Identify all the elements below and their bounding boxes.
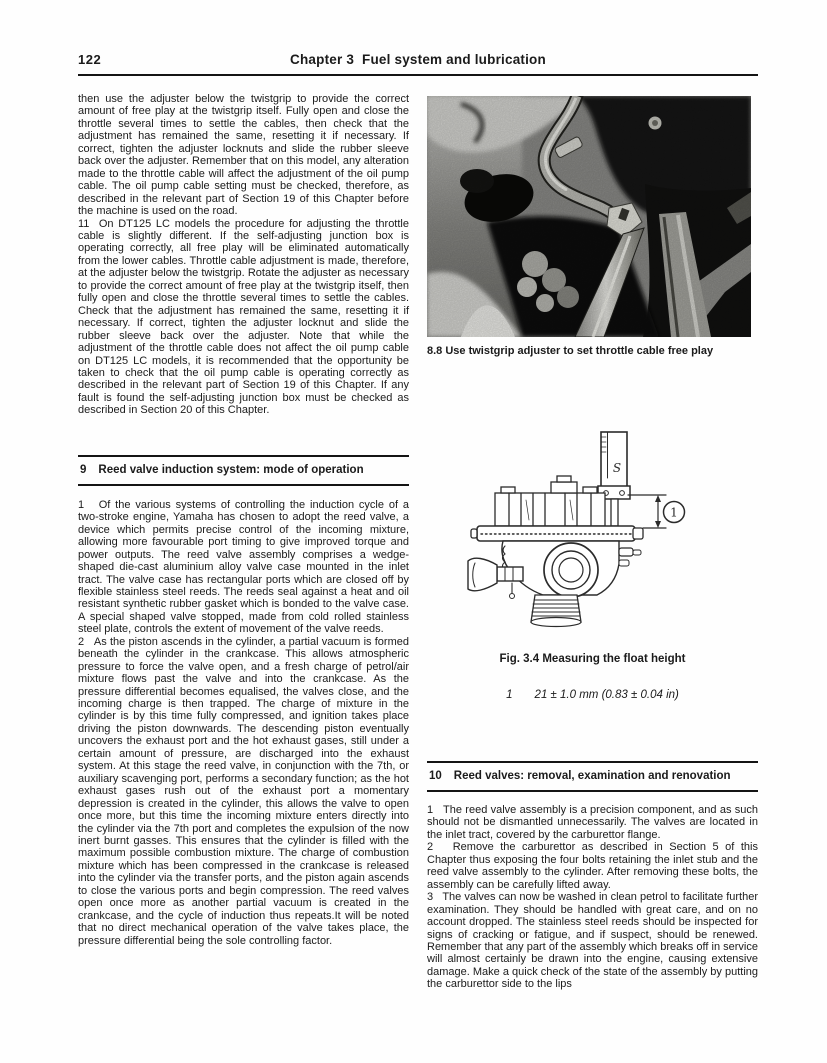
photo-illustration [427, 96, 751, 337]
section-9-paragraph-1: 1 Of the various systems of controlling the induction cycle of a two-stroke engine, Yamaha has chosen to adopt the reed valve, a device which permits precise control of the incoming mixture, allowing more favourable port timing to give improved torque and power outputs. The reed valve assembly comprises a wedge-shaped die-cast aluminium alloy valve case mounted in the inlet tract. The valve case has rectangular ports which are closed off by flexible stainless steel reeds. The reeds seal against a heat and oil resistant synthetic rubber gasket which is bonded to the valve case. A special shaped valve stopped, made from cold rolled stainless steel plate, controls the extent of movement of the valve reeds. [78, 498, 409, 636]
section-10-paragraph-1: 1 The reed valve assembly is a precision component, and as such should not be dismantled unnecessarily. The valves are located in the inlet tract, covered by the carburettor flange. [427, 804, 758, 841]
photo-caption: 8.8 Use twistgrip adjuster to set throttle cable free play [427, 345, 714, 357]
paragraph-continuation: then use the adjuster below the twistgrip to provide the correct amount of free play at the twistgrip itself. Fully open and close the throttle several times to settle the cables, then check that the adjustment has remained the same, resetting it if necessary. If correct, tighten the adjuster locknuts and slide the rubber sleeve back over the adjuster. Remember that on this model, any alteration made to the throttle cable will affect the adjustment of the oil pump cable. The oil pump cable setting must be checked, therefore, as described in the relevant part of Section 19 of this Chapter before the machine is used on the road. [78, 93, 409, 218]
float-height-diagram [465, 430, 710, 640]
figure-caption: Fig. 3.4 Measuring the float height [499, 653, 686, 665]
section-10-heading [427, 761, 758, 792]
twistgrip-adjuster-photo [427, 96, 751, 337]
paragraph-11: 11 On DT125 LC models the procedure for adjusting the throttle cable is slightly different. If the self-adjusting junction box is operating correctly, all free play will be eliminated automatically from the lower cables. Throttle cable adjustment is made, therefore, at the adjuster below the twistgrip. Rotate the adjuster as necessary to provide the correct amount of free play at the twistgrip itself, then fully open and close the throttle several times to settle the cables. Check that the adjustment has remained the same, resetting it if necessary. If correct, tighten the adjuster locknut and slide the rubber sleeve back over the adjuster. Note that while the adjustment of the throttle cable does not affect the oil pump cable on DT125 LC models, it is recommended that the opportunity be taken to check that the oil pump cable is operating correctly as described in the relevant part of Section 19 of this Chapter. If any fault is found the self-adjusting junction box must be checked as described in Section 20 of this Chapter. [78, 217, 409, 417]
float-assembly [495, 476, 605, 526]
section-9-number: 9 [80, 463, 87, 476]
carburettor-diagram [465, 430, 710, 640]
figure-key-value: 21 ± 1.0 mm (0.83 ± 0.04 in) [534, 689, 679, 701]
section-10-number: 10 [429, 770, 442, 782]
callout-1-label: 1 [670, 505, 678, 520]
section-10-paragraph-2: 2 Remove the carburettor as described in Section 5 of this Chapter thus exposing the four bolts retaining the inlet stub and the reed valve assembly to the cylinder. After removing these bolts, the assembly can be carefully lifted away. [427, 841, 758, 891]
figure-key [427, 689, 758, 701]
section-10-paragraph-3: 3 The valves can now be washed in clean petrol to facilitate further examination. They should be handled with great care, and on no account dropped. The stainless steel reeds should be inspected for signs of cracking or fatigue, and if suspect, should be renewed. Remember that any part of the assembly which breaks off in service will almost certainly be drawn into the engine, causing extensive damage. Make a quick check of the state of the assembly by putting the carburettor side to the lips [427, 891, 758, 991]
section-9-heading [78, 455, 409, 486]
section-9-paragraph-2: 2 As the piston ascends in the cylinder, a partial vacuum is formed beneath the cylinder in the crankcase. This allows atmospheric pressure to force the valve open, and a fresh charge of petrol/air mixture flows past the valve and into the crankcase. As the pressure differential becomes equalised, the valves close, and the incoming charge is then trapped. The charge of mixture in the cylinder is by this time fully compressed, and ignition takes place driving the piston downwards. The descending piston eventually uncovers the exhaust port and the hot exhaust gases, still under a certain amount of pressure, are discharged into the exhaust system. At this stage the reed valve, in conjunction with the 7th, or auxiliary scavenging port, performs a secondary function; as the hot exhaust gases rush out of the exhaust port a momentary depression is created in the cylinder, this allows the valve to open once more, but this time the incoming mixture enters directly into the cylinder via the 7th port and completes the expulsion of the now inert burnt gasses. This ensures that the cylinder is filled with the maximum possible combustion mixture. The charge of combustion mixture which has been compressed in the crankcase is released into the cylinder via the transfer ports, and the piston again ascends to close the various ports and begin compression. The reed valves open once more as another partial vacuum is created in the crankcase, and the cycle of induction thus repeats.It will be noted that no direct mechanical operation of the valve takes place, the pressure differential being the sole controlling factor. [78, 635, 409, 947]
chapter-title: Chapter 3 Fuel system and lubrication [290, 52, 546, 67]
section-10-title: Reed valves: removal, examination and renovation [453, 770, 731, 782]
carburettor-flange [471, 526, 643, 541]
left-column [78, 93, 409, 947]
threaded-spigot [531, 595, 581, 627]
header-rule [78, 74, 758, 76]
page-number: 122 [78, 52, 102, 67]
ruler-mark-label: S [612, 461, 622, 475]
figure-key-item: 1 [506, 689, 513, 701]
right-column-section-10 [427, 761, 758, 991]
float-height-dimension [628, 495, 685, 528]
section-9-title: Reed valve induction system: mode of operation [98, 463, 364, 476]
